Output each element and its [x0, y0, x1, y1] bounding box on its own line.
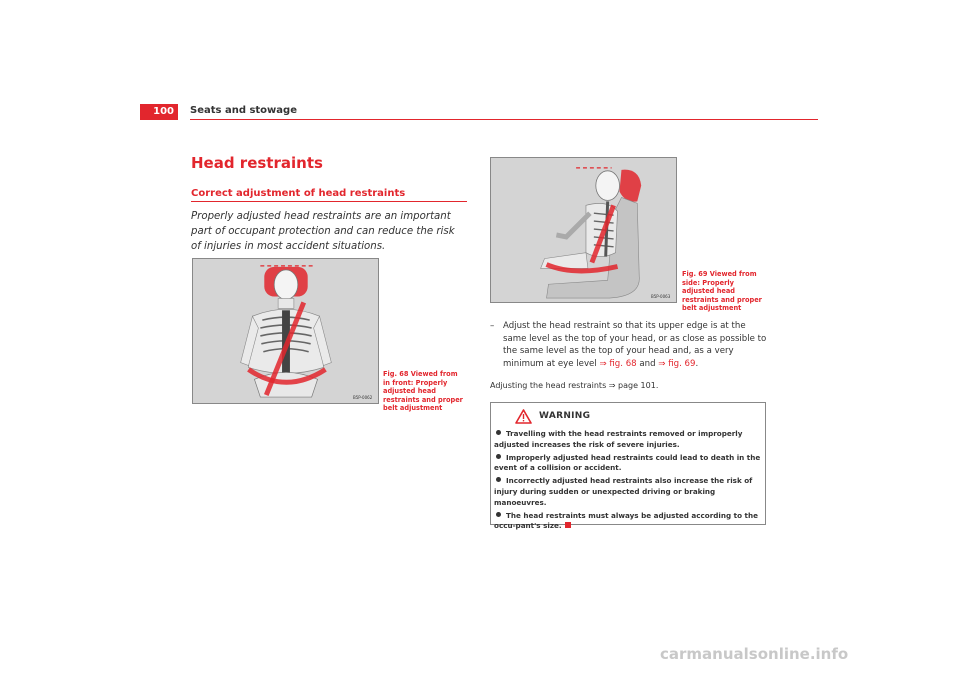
figure-69-side-view [490, 157, 677, 303]
bullet-icon [496, 512, 501, 517]
warning-item-text: The head restraints must always be adjusted according to the occu-pant's size. [494, 510, 758, 531]
step-dash: – [490, 321, 495, 331]
chapter-title: Seats and stowage [190, 105, 297, 116]
warning-item [494, 453, 766, 475]
warning-title: WARNING [539, 411, 591, 421]
bullet-icon [496, 430, 501, 435]
warning-list [494, 429, 766, 534]
warning-item-text: Incorrectly adjusted head restraints also increase the risk of injury during sudden or unexpected driving or braking manoeuvres. [494, 476, 753, 507]
warning-item [494, 511, 766, 533]
step-end: . [695, 358, 699, 369]
figure-code: B5P-0062 [353, 395, 373, 400]
figure-69-link[interactable]: ⇒ fig. 69 [658, 358, 696, 369]
figure-code: B5P-0063 [651, 294, 671, 299]
step-text [490, 320, 768, 370]
subsection-title: Correct adjustment of head restraints [191, 188, 406, 199]
intro-paragraph: Properly adjusted head restraints are an important part of occupant protection and can reduce the risk of injuries in most accident situations. [191, 211, 455, 252]
warning-item [494, 476, 766, 508]
step-text-body: Adjust the head restraint so that its upper edge is at the same level as the top of your head, or as close as possible to the same level as the top of your head and, as a very minimum at eye level [503, 321, 767, 369]
warning-item-text: Travelling with the head restraints removed or improperly adjusted increases the risk of severe injuries. [494, 429, 743, 449]
watermark: carmanualsonline.info [660, 645, 849, 663]
page-number: 100 [140, 104, 178, 120]
side-view-illustration [491, 158, 676, 302]
figure-69-caption: Fig. 69 Viewed from side: Properly adjusted head restraints and proper belt adjustment [682, 270, 762, 312]
figure-68-caption: Fig. 68 Viewed from in front: Properly adjusted head restraints and proper belt adjustment [383, 370, 463, 412]
warning-item-text: Improperly adjusted head restraints could lead to death in the event of a collision or accident. [494, 452, 761, 473]
bullet-icon [496, 477, 501, 482]
adjusting-reference: Adjusting the head restraints ⇒ page 101. [490, 381, 659, 390]
bullet-icon [496, 454, 501, 459]
subsection-divider [191, 201, 467, 202]
step-and: and [636, 358, 659, 369]
front-view-illustration [193, 259, 378, 403]
warning-triangle-icon [515, 409, 532, 424]
warning-box [490, 402, 766, 531]
header-divider [190, 119, 818, 120]
warning-item [494, 429, 766, 451]
figure-68-front-view [192, 258, 379, 404]
section-title: Head restraints [191, 154, 323, 172]
section-end-icon [565, 522, 571, 528]
instruction-step [490, 320, 768, 370]
figure-68-link[interactable]: ⇒ fig. 68 [599, 358, 637, 369]
